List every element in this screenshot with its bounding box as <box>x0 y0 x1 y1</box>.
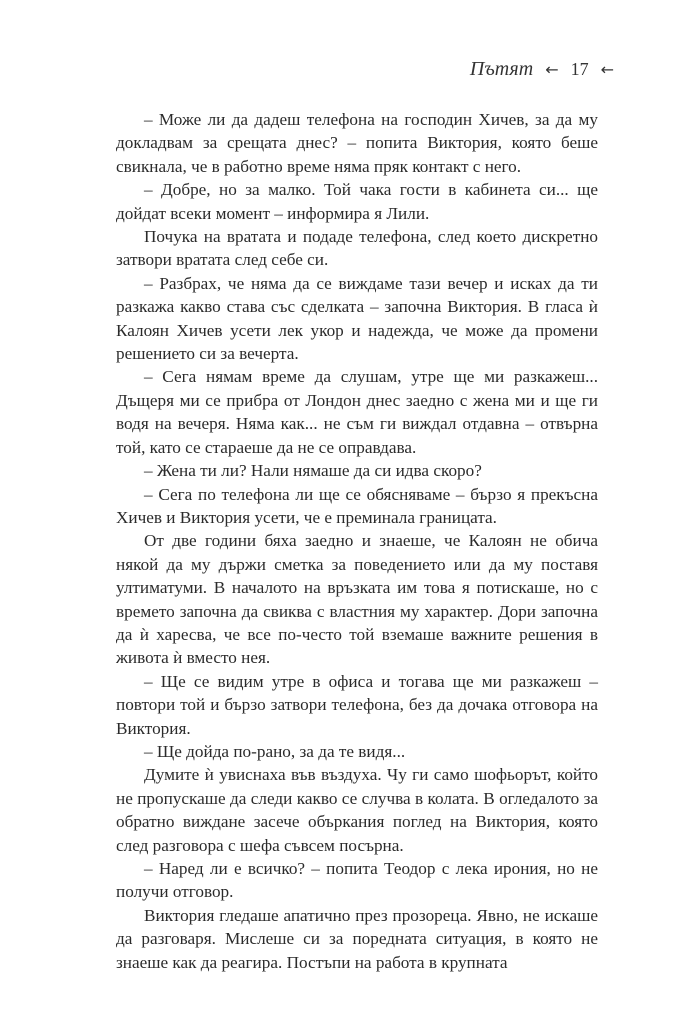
arrow-left-icon: ← <box>545 60 559 79</box>
paragraph: Думите ѝ увиснаха във въздуха. Чу ги само шофьорът, който не пропускаше да следи какво се случва в колата. В огледалото за обратно виждане засече объркания поглед на Виктория, която след разговора с шефа съвсем посърна. <box>116 765 598 855</box>
page-number: 17 <box>570 59 589 79</box>
body-text <box>116 108 598 974</box>
paragraph: – Сега по телефона ли ще се обясняваме – бързо я прекъсна Хичев и Виктория усети, че е преминала границата. <box>116 484 598 527</box>
paragraph: – Жена ти ли? Нали нямаше да си идва скоро? <box>144 461 482 481</box>
paragraph: Почука на вратата и подаде телефона, след което дискретно затвори вратата след себе си. <box>116 227 598 270</box>
running-header <box>470 58 614 81</box>
paragraph: – Ще се видим утре в офиса и тогава ще ми разкажеш – повтори той и бързо затвори телефона, без да дочака отговора на Виктория. <box>116 671 598 738</box>
paragraph: От две години бяха заедно и знаеше, че Калоян не обича някой да му държи сметка за поведението или да му поставя ултиматуми. В началото на връзката им това я потискаше, но с времето започна да свиква с властния му характер. Дори започна да ѝ харесва, че все по-често той вземаше важните решения в живота ѝ вместо нея. <box>116 531 598 668</box>
paragraph: – Сега нямам време да слушам, утре ще ми разкажеш... Дъщеря ми се прибра от Лондон днес заедно с жена ми и ще ги водя на вечеря. Няма как... не съм ги виждал отдавна – отвърна той, като се стараеше да не се оправдава. <box>116 367 598 457</box>
paragraph: – Добре, но за малко. Той чака гости в кабинета си... ще дойдат всеки момент – информира я Лили. <box>116 180 598 223</box>
paragraph: – Разбрах, че няма да се виждаме тази вечер и исках да ти разкажа какво става със сделката – започна Виктория. В гласа ѝ Калоян Хичев усети лек укор и надежда, че може да промени решението си за вечерта. <box>116 273 598 364</box>
paragraph: – Ще дойда по-рано, за да те видя... <box>144 741 406 761</box>
paragraph: – Наред ли е всичко? – попита Теодор с лека ирония, но не получи отговор. <box>116 859 598 902</box>
paragraph: Виктория гледаше апатично през прозореца. Явно, не искаше да разговаря. Мислеше си за поредната ситуация, в която не знаеше как да реагира. Постъпи на работа в крупната <box>116 905 598 972</box>
arrow-left-icon: ← <box>600 60 614 79</box>
paragraph: – Може ли да дадеш телефона на господин Хичев, за да му докладвам за срещата днес? – попита Виктория, която беше свикнала, че в работно време няма пряк контакт с него. <box>116 110 598 176</box>
chapter-title: Пътят <box>469 58 534 80</box>
